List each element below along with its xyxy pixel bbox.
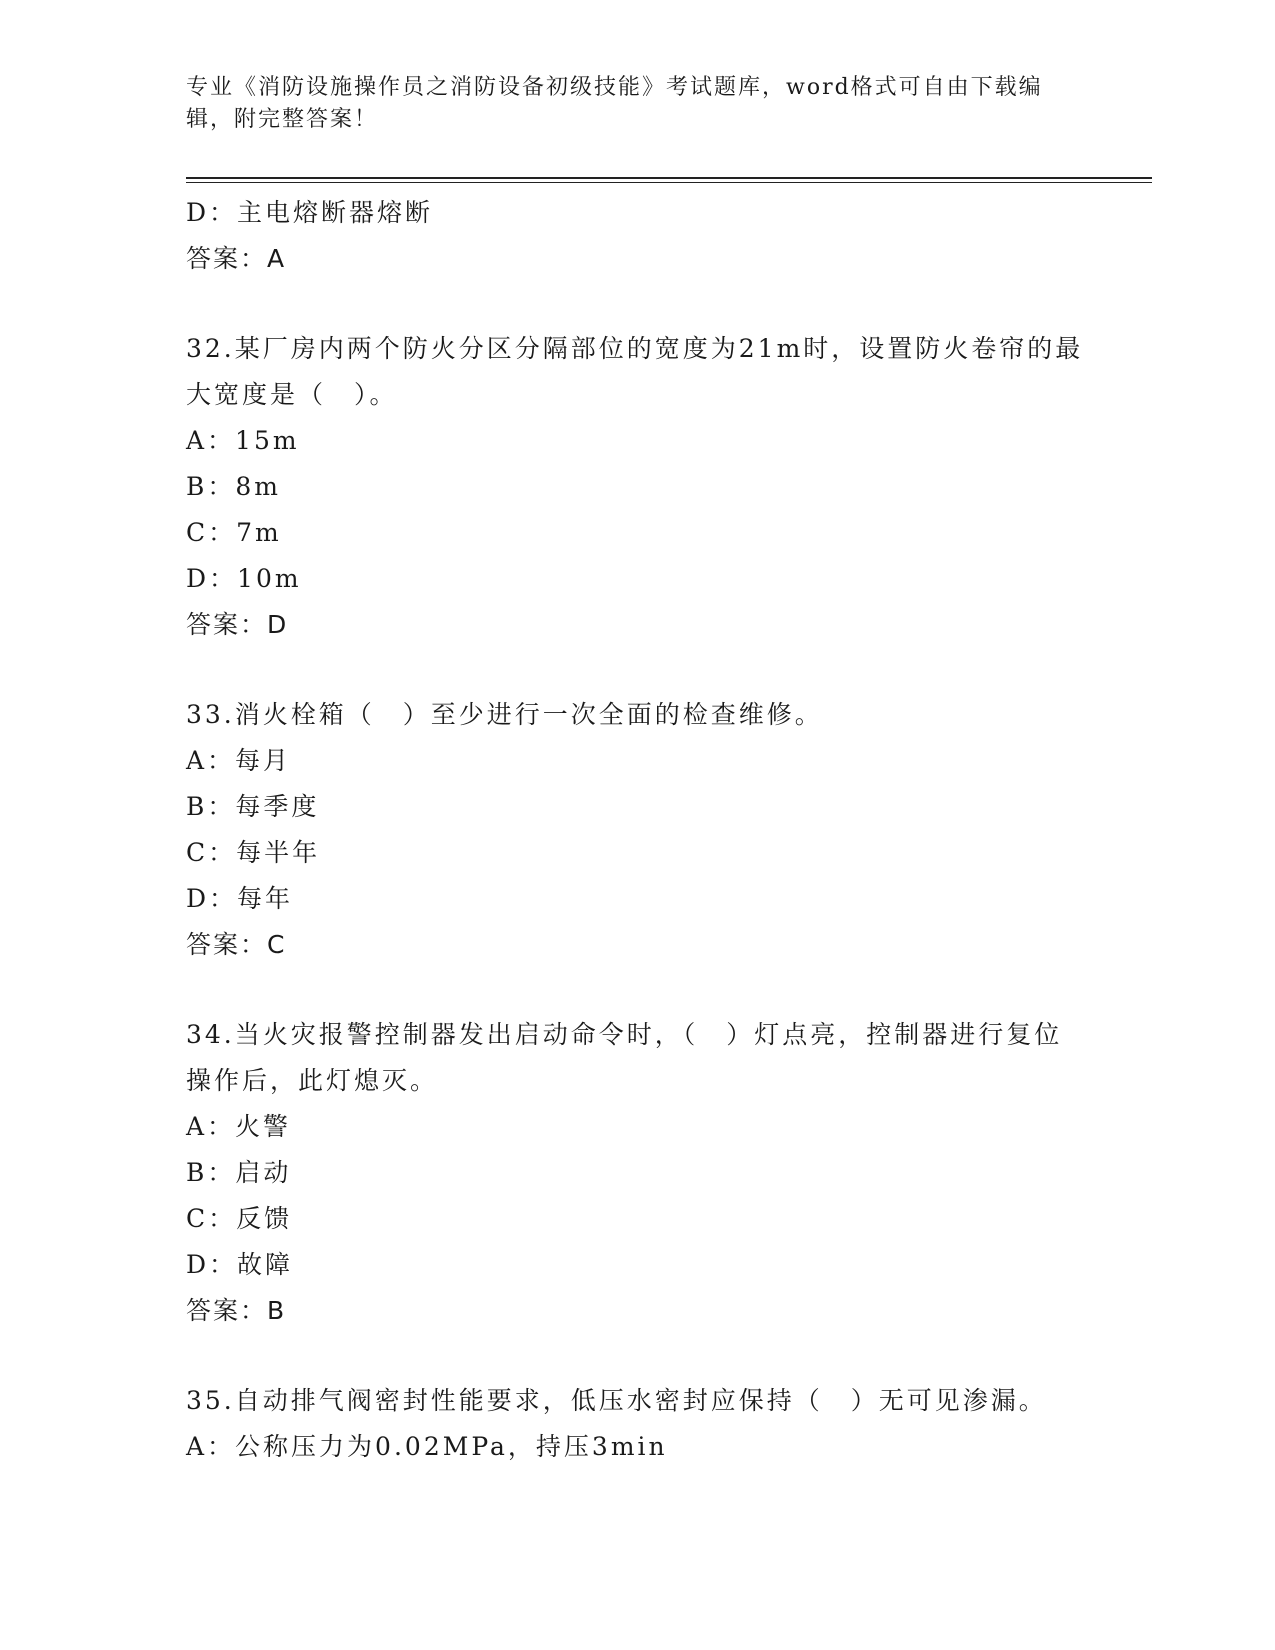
question-34 — [186, 1012, 1086, 1334]
header-rule-thick — [186, 177, 1152, 179]
prev-option-d: D：主电熔断器熔断 — [186, 198, 434, 227]
answer: 答案：D — [186, 610, 289, 639]
question-stem: 35.自动排气阀密封性能要求，低压水密封应保持（ ）无可见渗漏。 — [186, 1386, 1047, 1415]
option-c: C：7m — [186, 518, 282, 547]
question-32 — [186, 326, 1086, 648]
question-list — [186, 190, 1086, 1470]
option-d: D：10m — [186, 564, 302, 593]
spacer — [186, 1334, 1086, 1378]
question-stem: 34.当火灾报警控制器发出启动命令时，（ ）灯点亮，控制器进行复位操作后，此灯熄灭。 — [186, 1020, 1063, 1095]
option-a: A：公称压力为0.02MPa，持压3min — [186, 1432, 668, 1461]
question-33 — [186, 692, 1086, 968]
option-a: A：每月 — [186, 746, 292, 775]
spacer — [186, 968, 1086, 1012]
question-stem: 33.消火栓箱（ ）至少进行一次全面的检查维修。 — [186, 700, 823, 729]
document-header: 专业《消防设施操作员之消防设备初级技能》考试题库，word格式可自由下载编辑，附完整答案！ — [186, 75, 1043, 132]
spacer — [186, 282, 1086, 326]
question-stem: 32.某厂房内两个防火分区分隔部位的宽度为21m时，设置防火卷帘的最大宽度是（ ）。 — [186, 334, 1084, 409]
option-b: B：每季度 — [186, 792, 320, 821]
option-a: A：15m — [186, 426, 300, 455]
option-c: C：反馈 — [186, 1204, 293, 1233]
answer: 答案：C — [186, 930, 287, 959]
header-rule-thin — [186, 182, 1152, 183]
answer: 答案：B — [186, 1296, 287, 1325]
question-35 — [186, 1378, 1086, 1470]
prev-answer: 答案：A — [186, 244, 287, 273]
spacer — [186, 648, 1086, 692]
option-b: B：8m — [186, 472, 281, 501]
option-a: A：火警 — [186, 1112, 292, 1141]
option-d: D：故障 — [186, 1250, 294, 1279]
option-d: D：每年 — [186, 884, 294, 913]
option-c: C：每半年 — [186, 838, 321, 867]
option-b: B：启动 — [186, 1158, 292, 1187]
